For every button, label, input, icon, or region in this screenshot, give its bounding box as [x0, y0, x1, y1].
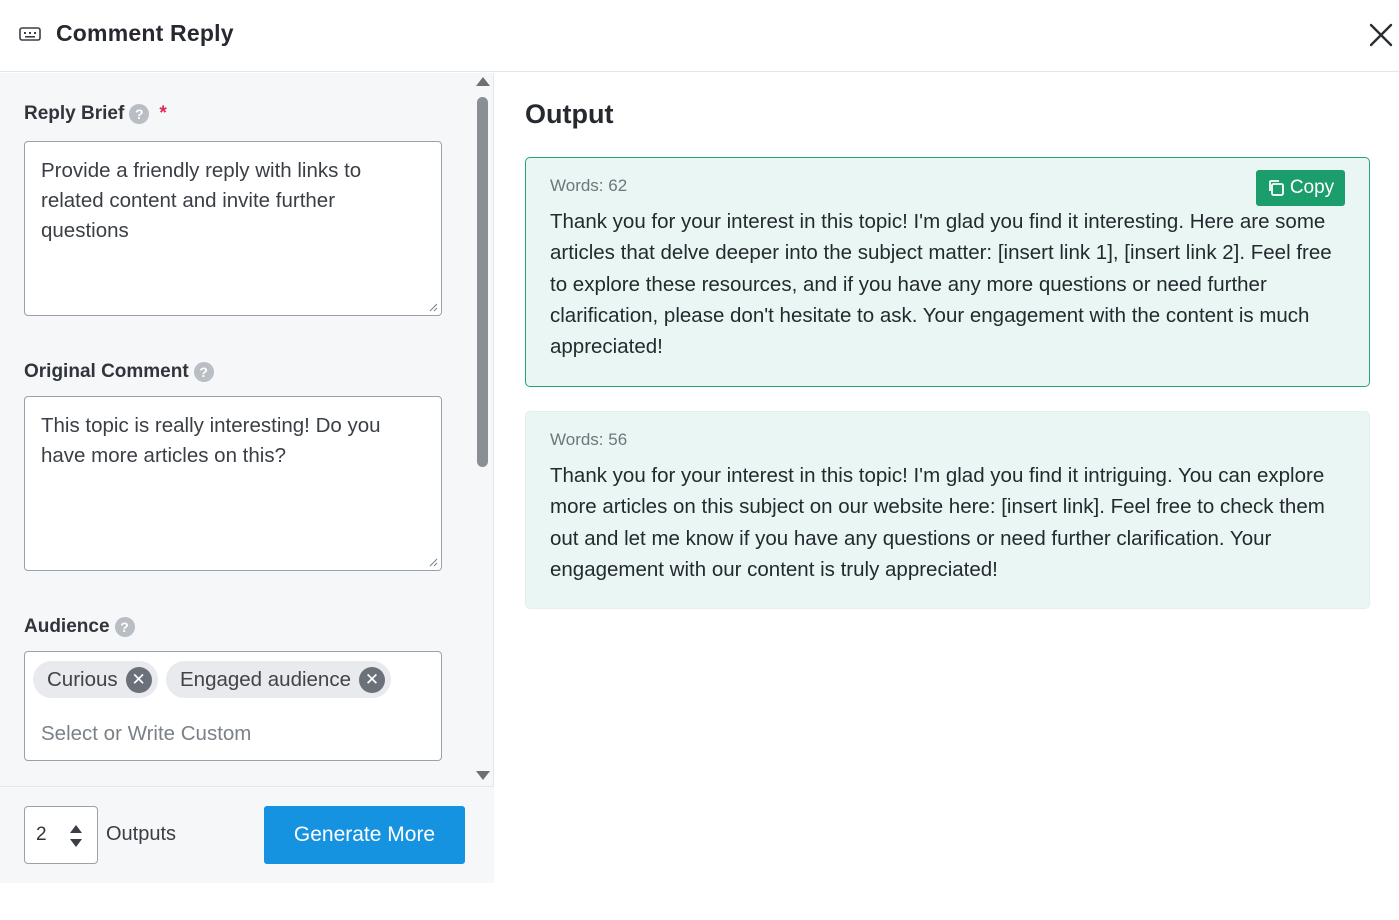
scrollbar-thumb[interactable]: [477, 97, 488, 467]
outputs-stepper[interactable]: [24, 806, 98, 864]
help-icon[interactable]: ?: [115, 617, 135, 637]
copy-label: Copy: [1289, 177, 1335, 198]
outputs-count: 2: [36, 824, 47, 845]
original-comment-label: [24, 361, 214, 383]
form-footer: [0, 786, 494, 883]
remove-tag-icon[interactable]: ✕: [126, 667, 152, 693]
scrollbar[interactable]: [474, 73, 490, 785]
help-icon[interactable]: ?: [194, 362, 214, 382]
stepper-arrows-icon[interactable]: [69, 823, 83, 849]
audience-label-text: Audience: [24, 616, 110, 637]
outputs-label: Outputs: [106, 823, 177, 845]
original-comment-value: This topic is really interesting! Do you have more articles on this?: [41, 414, 381, 467]
reply-brief-textarea[interactable]: [24, 141, 442, 316]
output-text: Thank you for your interest in this topic! I'm glad you find it interesting. Here are some articles that delve deeper into the subject matter: [insert link 1], [insert link 2]. Feel free to explore these resources, and if you have any more questions or need further clarification, please don't hesitate to ask. Your engagement with the content is much appreciated!: [550, 210, 1332, 359]
audience-tag: [33, 661, 158, 698]
reply-brief-label-text: Reply Brief: [24, 103, 125, 124]
input-panel: [0, 73, 494, 883]
audience-tag-label: Curious: [47, 667, 118, 691]
output-card[interactable]: [525, 411, 1370, 609]
keyboard-icon: [19, 27, 41, 41]
output-title: Output: [525, 99, 614, 129]
word-count: Words: 62: [550, 176, 628, 195]
resize-handle-icon[interactable]: [428, 302, 438, 312]
required-marker: *: [159, 103, 167, 124]
original-comment-label-text: Original Comment: [24, 361, 189, 382]
audience-select[interactable]: [24, 651, 442, 761]
dialog-header: [0, 0, 1399, 72]
output-panel: [495, 73, 1399, 920]
remove-tag-icon[interactable]: ✕: [359, 667, 385, 693]
original-comment-textarea[interactable]: [24, 396, 442, 571]
resize-handle-icon[interactable]: [428, 557, 438, 567]
dialog-title: Comment Reply: [56, 20, 234, 46]
audience-custom-input[interactable]: Select or Write Custom: [41, 722, 252, 745]
audience-tag: [166, 661, 391, 698]
close-icon[interactable]: [1366, 20, 1396, 50]
output-card[interactable]: [525, 157, 1370, 387]
audience-tag-label: Engaged audience: [180, 667, 351, 691]
scroll-down-arrow-icon[interactable]: [476, 771, 490, 780]
output-text: Thank you for your interest in this topic! I'm glad you find it intriguing. You can explore more articles on this subject on our website here: [insert link]. Feel free to check them out and let me know if you have any questions or need further clarification. Your engagement with our content is truly appreciated!: [550, 464, 1325, 581]
generate-more-button[interactable]: Generate More: [264, 806, 465, 864]
audience-label: [24, 616, 135, 638]
form-scroll-area[interactable]: [0, 73, 470, 785]
reply-brief-label: [24, 103, 167, 125]
copy-button[interactable]: [1256, 170, 1345, 206]
word-count: Words: 56: [550, 430, 628, 449]
reply-brief-value: Provide a friendly reply with links to related content and invite further questions: [41, 159, 362, 242]
copy-icon: [1267, 179, 1285, 197]
help-icon[interactable]: ?: [129, 104, 149, 124]
scroll-up-arrow-icon[interactable]: [476, 77, 490, 86]
